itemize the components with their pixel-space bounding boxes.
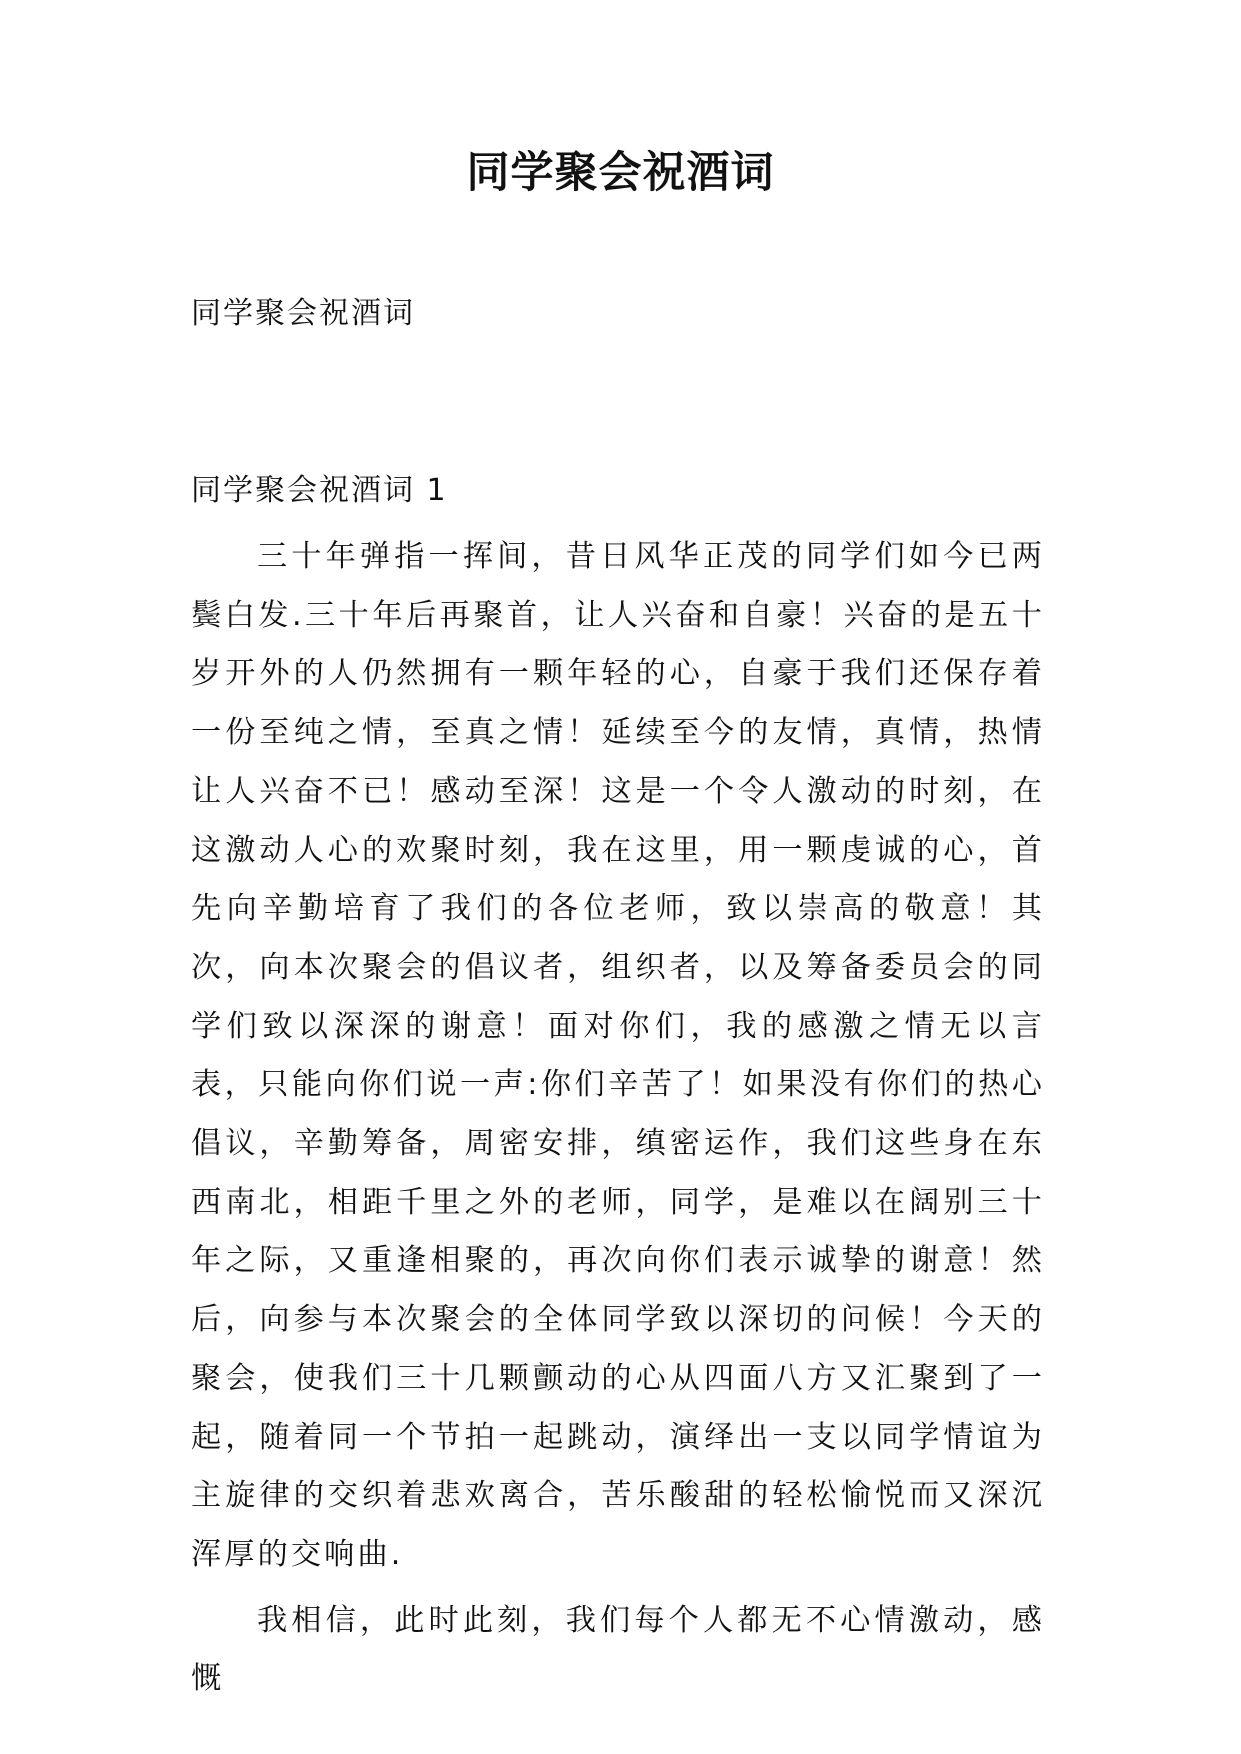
paragraph: 我相信，此时此刻，我们每个人都无不心情激动，感慨 [191,1602,1045,1697]
section-heading: 同学聚会祝酒词 1 [191,473,448,508]
document-subtitle: 同学聚会祝酒词 [191,296,415,331]
paragraph: 三十年弹指一挥间，昔日风华正茂的同学们如今已两鬓白发.三十年后再聚首，让人兴奋和自豪！兴奋的是五十岁开外的人仍然拥有一颗年轻的心，自豪于我们还保存着一份至纯之情，至真之情！延续至今的友情，真情，热情让人兴奋不已！感动至深！这是一个令人激动的时刻，在这激动人心的欢聚时刻，我在这里，用一颗虔诚的心，首先向辛勤培育了我们的各位老师，致以崇高的敬意！其次，向本次聚会的倡议者，组织者，以及筹备委员会的同学们致以深深的谢意！面对你们，我的感激之情无以言表，只能向你们说一声:你们辛苦了！如果没有你们的热心倡议，辛勤筹备，周密安排，缜密运作，我们这些身在东西南北，相距千里之外的老师，同学，是难以在阔别三十年之际，又重逢相聚的，再次向你们表示诚挚的谢意！然后，向参与本次聚会的全体同学致以深切的问候！今天的聚会，使我们三十几颗颤动的心从四面八方又汇聚到了一起，随着同一个节拍一起跳动，演绎出一支以同学情谊为主旋律的交织着悲欢离合，苦乐酸甜的轻松愉悦而又深沉浑厚的交响曲. [191,539,1045,1572]
document-title: 同学聚会祝酒词 [466,148,775,198]
body-text [191,528,1045,1716]
